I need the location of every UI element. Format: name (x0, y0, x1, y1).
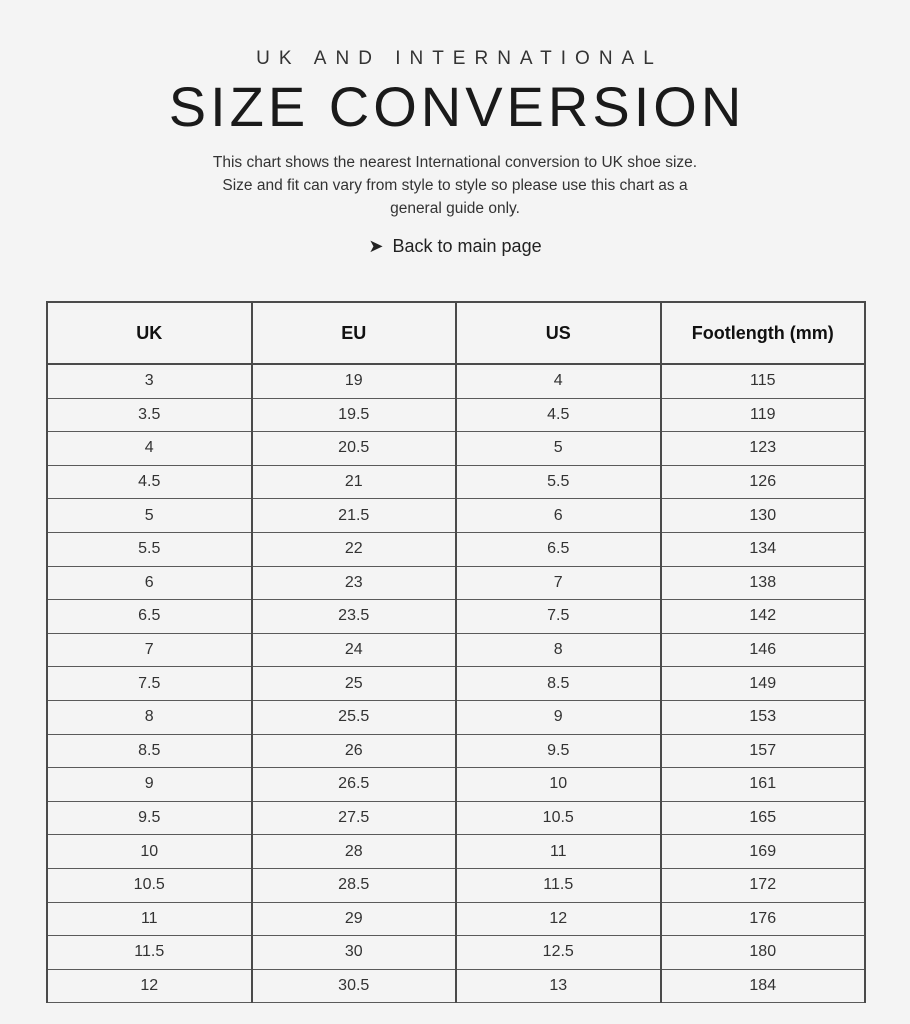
cell-uk: 4.5 (47, 465, 252, 499)
intro-line: This chart shows the nearest International conversion to UK shoe size. (212, 154, 698, 171)
back-to-main-link[interactable] (0, 236, 910, 257)
table-body (47, 364, 865, 1003)
table-row (47, 969, 865, 1003)
cell-uk: 5.5 (47, 532, 252, 566)
column-header-footlength: Footlength (mm) (661, 302, 866, 364)
table-row (47, 902, 865, 936)
cell-eu: 30.5 (252, 969, 457, 1003)
cell-us: 7 (456, 566, 661, 600)
cell-eu: 19 (252, 364, 457, 398)
cell-us: 10 (456, 768, 661, 802)
column-header-us: US (456, 302, 661, 364)
table-row (47, 532, 865, 566)
cell-footlength: 161 (661, 768, 866, 802)
table-row (47, 465, 865, 499)
cell-footlength: 134 (661, 532, 866, 566)
cell-uk: 7.5 (47, 667, 252, 701)
table-row (47, 734, 865, 768)
cell-us: 8 (456, 633, 661, 667)
cell-eu: 21.5 (252, 499, 457, 533)
cell-eu: 27.5 (252, 801, 457, 835)
table-row (47, 633, 865, 667)
cell-footlength: 119 (661, 398, 866, 432)
cell-us: 13 (456, 969, 661, 1003)
cell-us: 6 (456, 499, 661, 533)
cell-uk: 6 (47, 566, 252, 600)
back-link-label: Back to main page (392, 236, 542, 256)
cell-eu: 23 (252, 566, 457, 600)
cell-uk: 7 (47, 633, 252, 667)
cell-footlength: 153 (661, 700, 866, 734)
cell-uk: 12 (47, 969, 252, 1003)
cell-eu: 25.5 (252, 700, 457, 734)
intro-line: Size and fit can vary from style to style so please use this chart as a (222, 177, 688, 194)
cell-us: 8.5 (456, 667, 661, 701)
arrow-right-icon: ➤ (368, 236, 384, 256)
cell-us: 4.5 (456, 398, 661, 432)
table-row (47, 801, 865, 835)
size-conversion-table (46, 301, 866, 1003)
cell-uk: 8.5 (47, 734, 252, 768)
cell-eu: 28 (252, 835, 457, 869)
table-header-row (47, 302, 865, 364)
cell-footlength: 165 (661, 801, 866, 835)
table-row (47, 936, 865, 970)
cell-uk: 10.5 (47, 868, 252, 902)
cell-eu: 25 (252, 667, 457, 701)
table-row (47, 432, 865, 466)
cell-eu: 22 (252, 532, 457, 566)
cell-footlength: 157 (661, 734, 866, 768)
cell-uk: 11 (47, 902, 252, 936)
cell-us: 7.5 (456, 600, 661, 634)
column-header-uk: UK (47, 302, 252, 364)
cell-footlength: 172 (661, 868, 866, 902)
cell-us: 6.5 (456, 532, 661, 566)
cell-eu: 19.5 (252, 398, 457, 432)
table-row (47, 499, 865, 533)
cell-us: 9.5 (456, 734, 661, 768)
cell-us: 12 (456, 902, 661, 936)
cell-uk: 3 (47, 364, 252, 398)
cell-footlength: 180 (661, 936, 866, 970)
cell-footlength: 146 (661, 633, 866, 667)
cell-eu: 20.5 (252, 432, 457, 466)
cell-footlength: 130 (661, 499, 866, 533)
cell-footlength: 138 (661, 566, 866, 600)
cell-uk: 6.5 (47, 600, 252, 634)
cell-eu: 21 (252, 465, 457, 499)
cell-us: 11.5 (456, 868, 661, 902)
cell-eu: 24 (252, 633, 457, 667)
cell-uk: 8 (47, 700, 252, 734)
cell-us: 4 (456, 364, 661, 398)
cell-footlength: 142 (661, 600, 866, 634)
cell-footlength: 176 (661, 902, 866, 936)
cell-uk: 4 (47, 432, 252, 466)
table-row (47, 364, 865, 398)
page-title: SIZE CONVERSION (168, 75, 746, 138)
intro-line: general guide only. (390, 200, 520, 217)
cell-footlength: 169 (661, 835, 866, 869)
cell-footlength: 123 (661, 432, 866, 466)
cell-uk: 5 (47, 499, 252, 533)
table-row (47, 600, 865, 634)
cell-uk: 9.5 (47, 801, 252, 835)
cell-uk: 3.5 (47, 398, 252, 432)
column-header-eu: EU (252, 302, 457, 364)
table-row (47, 398, 865, 432)
cell-us: 10.5 (456, 801, 661, 835)
cell-footlength: 126 (661, 465, 866, 499)
cell-uk: 10 (47, 835, 252, 869)
table-row (47, 566, 865, 600)
cell-us: 9 (456, 700, 661, 734)
cell-us: 5 (456, 432, 661, 466)
cell-footlength: 115 (661, 364, 866, 398)
cell-eu: 26 (252, 734, 457, 768)
page-eyebrow: UK AND INTERNATIONAL (256, 48, 663, 69)
cell-us: 5.5 (456, 465, 661, 499)
cell-eu: 29 (252, 902, 457, 936)
table-row (47, 768, 865, 802)
cell-eu: 23.5 (252, 600, 457, 634)
cell-us: 12.5 (456, 936, 661, 970)
cell-uk: 9 (47, 768, 252, 802)
table-row (47, 667, 865, 701)
cell-footlength: 149 (661, 667, 866, 701)
cell-uk: 11.5 (47, 936, 252, 970)
cell-us: 11 (456, 835, 661, 869)
cell-eu: 28.5 (252, 868, 457, 902)
cell-eu: 30 (252, 936, 457, 970)
intro-text (190, 151, 720, 220)
table-row (47, 868, 865, 902)
cell-eu: 26.5 (252, 768, 457, 802)
table-row (47, 700, 865, 734)
cell-footlength: 184 (661, 969, 866, 1003)
table-row (47, 835, 865, 869)
